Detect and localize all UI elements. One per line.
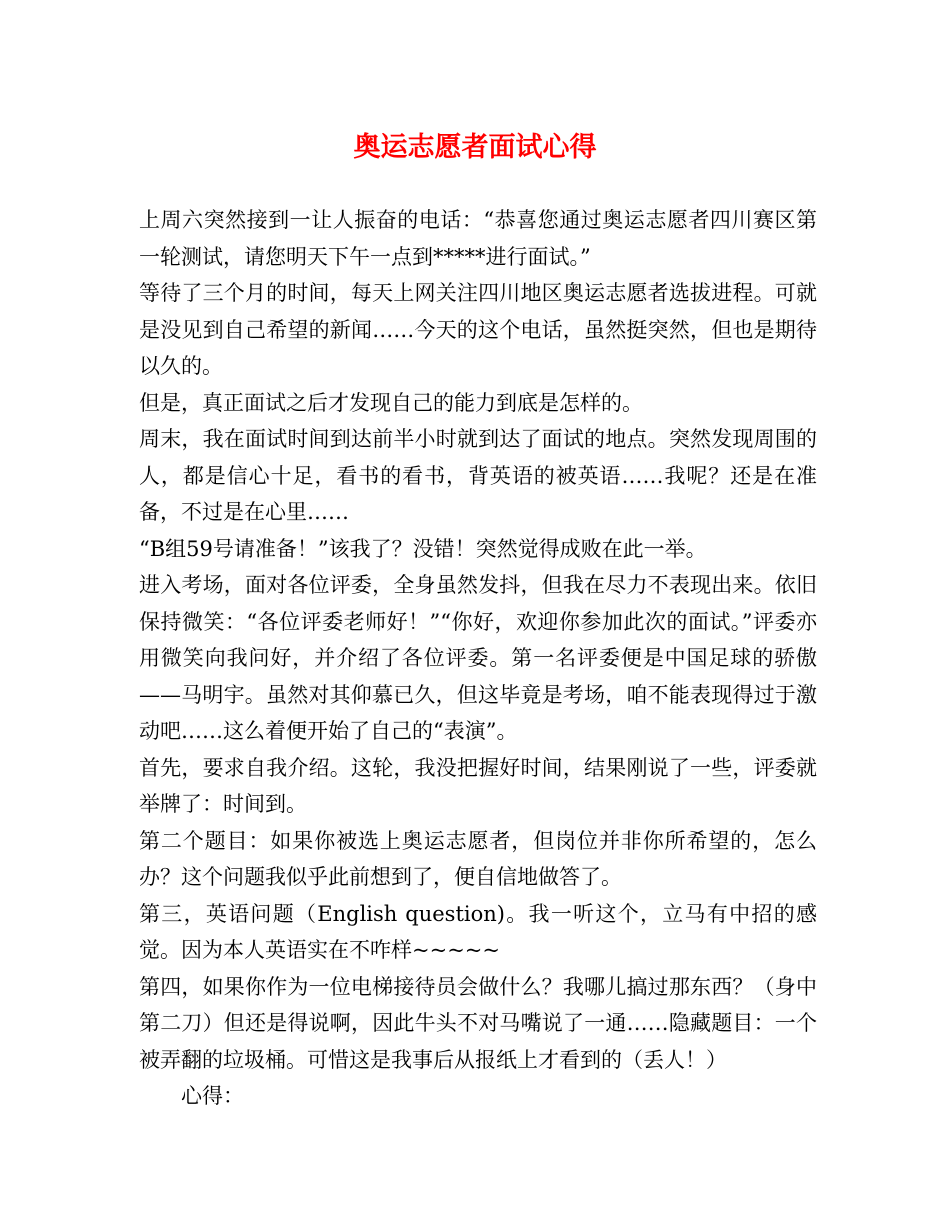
paragraph-question-four: 第四，如果你作为一位电梯接待员会做什么？我哪儿搞过那东西？（身中第二刀）但还是得说啊，因此牛头不对马嘴说了一通……隐藏题目：一个被弄翻的垃圾桶。可惜这是我事后从报纸上才看到的（丢人！） [139,974,817,1072]
paragraph-realization: 但是，真正面试之后才发现自己的能力到底是怎样的。 [139,390,643,415]
paragraph-arrival: 周末，我在面试时间到达前半小时就到达了面试的地点。突然发现周围的人，都是信心十足，看书的看书，背英语的被英语……我呢？还是在准备，不过是在心里…… [139,427,817,524]
paragraph-called: “B组59号请准备！”该我了？没错！突然觉得成败在此一举。 [139,536,707,561]
paragraph-waiting: 等待了三个月的时间，每天上网关注四川地区奥运志愿者选拔进程。可就是没见到自己希望的新闻……今天的这个电话，虽然挺突然，但也是期待以久的。 [139,281,817,378]
document-body [139,202,817,1115]
document-title: 奥运志愿者面试心得 [353,132,597,163]
paragraph-question-three: 第三，英语问题（English question)。我一听这个，立马有中招的感觉。因为本人英语实在不咋样~~~~~ [139,901,817,962]
paragraph-reflections-heading: 心得： [181,1084,244,1108]
paragraph-phone-call: 上周六突然接到一让人振奋的电话：“恭喜您通过奥运志愿者四川赛区第一轮测试，请您明天下午一点到*****进行面试。” [139,208,817,269]
paragraph-question-two: 第二个题目：如果你被选上奥运志愿者，但岗位并非你所希望的，怎么办？这个问题我似乎此前想到了，便自信地做答了。 [139,828,817,889]
paragraph-exam-room: 进入考场，面对各位评委，全身虽然发抖，但我在尽力不表现出来。依旧保持微笑：“各位评委老师好！”“你好，欢迎你参加此次的面试。”评委亦用微笑向我问好，并介绍了各位评委。第一名评委便是中国足球的骄傲——马明宇。虽然对其仰慕已久，但这毕竟是考场，咱不能表现得过于激动吧……这么着便开始了自己的“表演”。 [139,573,817,743]
paragraph-self-intro: 首先，要求自我介绍。这轮，我没把握好时间，结果刚说了一些，评委就举牌了：时间到。 [139,755,817,816]
